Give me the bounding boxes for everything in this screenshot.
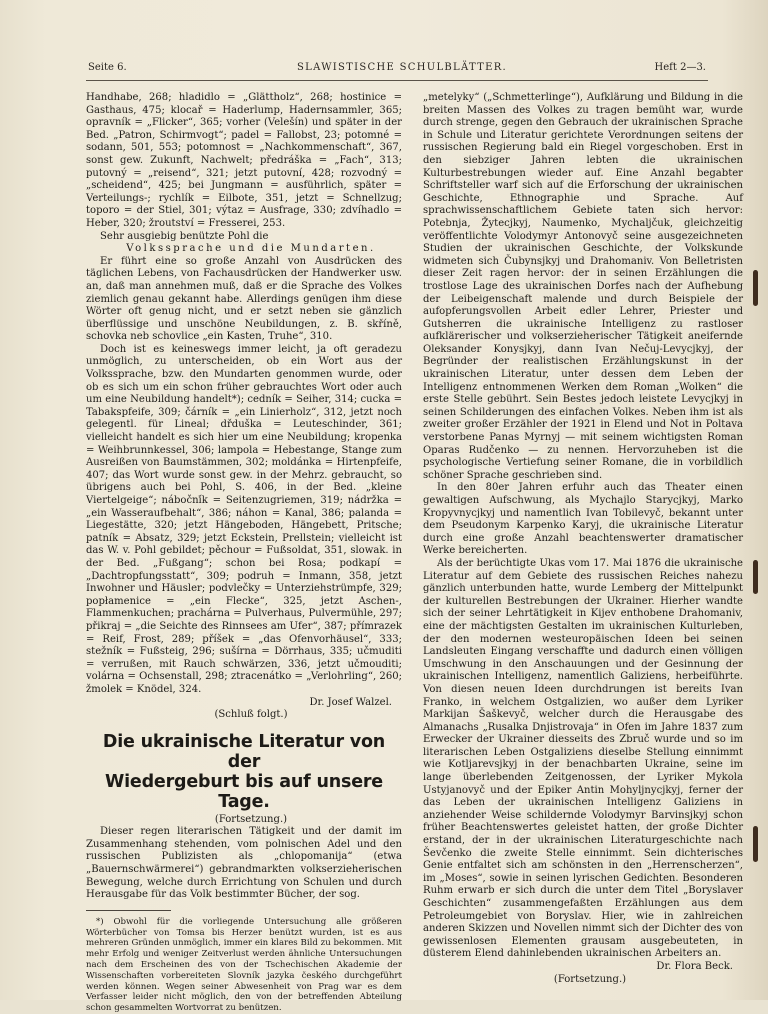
article-title — [86, 732, 402, 812]
continuation-note: (Fortsetzung.) — [553, 973, 627, 985]
paragraph: Er führt eine so große Anzahl von Ausdrücken des täglichen Lebens, von Fachausdrücken der Handwerker usw. an, daß man annehmen muß, daß er die Sprache des Volkes ziemlich genau gekannt habe. Allerdings genügen ihm diese Wörter oft genug nicht, und er setzt neben sie gänzlich überflüssige und unschöne Neubildungen, z. B. skříně, schovka neb schovlice „ein Kasten, Truhe“, 310. — [86, 255, 402, 343]
footnote-rule — [86, 910, 171, 911]
paragraph: Sehr ausgiebig benützte Pohl die — [100, 230, 269, 242]
continuation-note: (Schluß folgt.) — [214, 709, 288, 721]
author-signature: Dr. Josef Walzel. — [309, 696, 392, 708]
header-rule — [86, 80, 708, 81]
issue-number: Heft 2—3. — [654, 62, 706, 73]
author-signature: Dr. Flora Beck. — [656, 960, 733, 972]
running-header — [78, 62, 726, 76]
paragraph: Handhabe, 268; hladidlo = „Glättholz“, 268; hostinice = Gasthaus, 475; klocař = Haderlump, Hadernsammler, 365; opravník = „Flicker“, 365; vorher (Velešín) und später in der Bed. „Patron, Schirmvogt“; padel = Fallobst, 23; potomné = sodann, 501, 553; potomnost = „Nachkommenschaft“, 367, sonst gew. Zukunft, Nachwelt; předráška = „Fach“, 313; putovný = „reisend“, 321; jetzt putovní, 428; rozvodný = „scheidend“, 425; bei Jungmann = ausführlich, später = Verteilungs-; rychlík = Eilbote, 351, jetzt = Schnellzug; toporo = der Stiel, 301; výtaz = Ausfrage, 330; zdvíhadlo = Heber, 320; žroutství = Fresserei, 253. — [86, 92, 402, 229]
binding-thread — [753, 826, 758, 862]
article-subtitle: (Fortsetzung.) — [214, 813, 288, 825]
paragraph: Doch ist es keineswegs immer leicht, ja oft geradezu unmöglich, zu unterscheiden, ob ein Wort aus der Volkssprache, bzw. den Mundarten genommen wurde, oder ob es sich um ein schon früher gebrauchtes Wort oder auch um eine Neubildung handelt*); cedník = Seiher, 314; cucka = Tabakspfeife, 309; čárník = „ein Linierholz“, 312, jetzt noch gelegentl. für Lineal; dřduška = Leuteschinder, 361; vielleicht handelt es sich hier um eine Neubildung; kropenka = Weihbrunnkessel, 306; lampola = Hebestange, Stange zum Ausreißen von Baumstämmen, 302; moldánka = Hirtenpfeife, 407; das Wort wurde sonst gew. in der Mehrz. gebraucht, so übrigens auch bei Pohl, S. 406, in der Bed. „kleine Viertelgeige“; náboční̇k = Seitenzugriemen, 319; nádržka = „ein Wasseraufbehalt“, 386; náhon = Kanal, 386; palanda = Liegestätte, 320; jetzt Hängeboden, Hängebett, Pritsche; patník = Absatz, 329; jetzt Eckstein, Prellstein; vielleicht ist das W. v. Pohl gebildet; pěchour = Fußsoldat, 351, slowak. in der Bed. „Fußgang“; schon bei Rosa; podkapí = „Dachtropfungsstatt“, 309; podruh = Inmann, 358, jetzt Inwohner und Häusler; podvlečky = Unterziehstrümpfe, 329; popłamenice = „ein Flecke“, 325, jetzt Aschen-, Flammenkuchen; prachárna = Pulverhaus, Pulvermühle, 297; přikraj = „die Seichte des Rinnsees am Ufer“, 387; přímrazek = Reif, Frost, 289; příšek = „das Ofenvorhäusel“, 333; stežník = Fußsteig, 296; sušírna = Dörrhaus, 335; učmuditi = verrußen, mit Rauch schwärzen, 336, jetzt učmouditi; volárna = Ochsenstall, 298; ztracenátko = „Verlohrling“, 260; žmolek = Knödel, 324. — [86, 343, 402, 695]
footnote-text: *) Obwohl für die vorliegende Untersuchung alle größeren Wörterbücher von Tomsa bis Herzer benützt wurden, ist es aus mehreren Gründen unmöglich, immer ein klares Bild zu bekommen. Mit mehr Erfolg und weniger Zeitverlust werden ähnliche Untersuchungen nach dem Erscheinen des von der Tschechischen Akademie der Wissenschaften vorbereiteten Slovník jazyka českého durchgeführt werden können. Wegen seiner Abwesenheit von Prag war es dem Verfasser leider nicht möglich, den von der betreffenden Abteilung schon gesammelten Wortvorrat zu benützen. — [86, 916, 402, 1014]
right-column — [423, 92, 743, 986]
paragraph: „metelyky“ („Schmetterlinge“), Aufklärung und Bildung in die breiten Massen des Volkes zu tragen bemüht war, wurde durch strenge, gegen den Gebrauch der ukrainischen Sprache in Schule und Literatur gerichtete Verordnungen seitens der russischen Regierung bald ein Riegel vorgeschoben. Erst in den siebziger Jahren lebten die ukrainischen Kulturbestrebungen wieder auf. Eine Anzahl begabter Schriftsteller warf sich auf die Erforschung der ukrainischen Geschichte, Ethnographie und Sprache. Auf sprachwissenschaftlichem Gebiete taten sich hervor: Potebnja, Žytecjkyj, Naumenko, Mychaljčuk, gleichzeitig veröffentlichte Volodymyr Antonovyč seine ausgezeichneten Studien der ukrainischen Geschichte, der Volkskunde widmeten sich Čubynsjkyj und Drahomaniv. Von Belletristen dieser Zeit ragen hervor: der in seinen Erzählungen die trostlose Lage des ukrainischen Dorfes nach der Aufhebung der Leibeigenschaft malende und durch Beispiele der aufopferungsvollen Arbeit edler Lehrer, Priester und Gutsherren die ukrainische Intelligenz zu rastloser aufklärerischer und volkserzieherischer Tätigkeit aneifernde Oleksander Konysjkyj, dann Ivan Nečuj-Levycjkyj, der Begründer der realistischen Erzählungskunst in der ukrainischen Literatur, unter dessen dem Leben der Intelligenz entnommenen Werken dem Roman „Wolken“ die erste Stelle gebührt. Sein Bestes jedoch leistete Levycjkyj in seinen Schilderungen des einfachen Volkes. Neben ihm ist als zweiter großer Erzähler der 1921 in Elend und Not in Poltava verstorbene Panas Myrnyj — mit seinem wichtigsten Roman Oparas Rudčenko — zu nennen. Hervorzuheben ist die psychologische Vertiefung seiner Romane, die in vorbildlich schöner Sprache geschrieben sind. — [423, 92, 743, 481]
paragraph: Dieser regen literarischen Tätigkeit und der damit im Zusammenhang stehenden, vom polnischen Adel und den russischen Publizisten als „chlopomanija“ (etwa „Bauernschwärmerei“) gebrandmarkten volkserzieherischen Bewegung, welche durch Errichtung von Schulen und durch Herausgabe für das Volk bestimmter Bücher, der sog. — [86, 826, 402, 901]
left-column — [86, 92, 402, 1014]
article-title-line: Die ukrainische Literatur von der — [102, 731, 386, 772]
binding-thread — [753, 560, 758, 594]
section-heading: Volkssprache und die Mundarten. — [126, 243, 376, 255]
journal-title: SLAWISTISCHE SCHULBLÄTTER. — [297, 62, 507, 73]
article-title-line: Wiedergeburt bis auf unsere Tage. — [105, 771, 383, 812]
page-number: Seite 6. — [88, 62, 127, 73]
footnote — [86, 917, 402, 1014]
paragraph: In den 80er Jahren erfuhr auch das Theater einen gewaltigen Aufschwung, als Mychajlo Starycjkyj, Marko Kropyvnycjkyj und namentlich Ivan Tobilevyč, bekannt unter dem Pseudonym Karpenko Karyj, die ukrainische Literatur durch eine große Anzahl beachtenswerter dramatischer Werke bereicherten. — [423, 482, 743, 557]
paragraph: Als der berüchtigte Ukas vom 17. Mai 1876 die ukrainische Literatur auf dem Gebiete des russischen Reiches nahezu gänzlich unterbunden hatte, wurde Lemberg der Mittelpunkt der kulturellen Bestrebungen der Ukrainer. Hierher wandte sich der seiner Lehrtätigkeit in Kijev enthobene Drahomaniv, eine der mächtigsten Gestalten im ukrainischen Kulturleben, der den modernen westeuropäischen Ideen bei seinen Landsleuten Eingang verschaffte und dadurch einen völligen Umschwung in den Anschauungen und der Gesinnung der ukrainischen Intelligenz, namentlich Galiziens, herbeiführte. Von diesen neuen Ideen durchdrungen ist bereits Ivan Franko, in welchem Ostgalizien, wo außer dem Lyriker Markijan Šaškevyč, welcher durch die Herausgabe des Almanachs „Rusalka Dnjistrovaja“ in Ofen im Jahre 1837 zum Erwecker der Ukrainer diesseits des Zbruč wurde und so im literarischen Leben Ostgaliziens dieselbe Stellung einnimmt wie Kotljarevsjkyj in der benachbarten Ukraine, seine im lange überlebenden Zeitgenossen, der Lyriker Mykola Ustyjanovyč und der Epiker Antin Mohyljnycjkyj, ferner der das Leben der ukrainischen Intelligenz Galiziens in anziehender Weise schildernde Volodymyr Barvinsjkyj schon früher Beachtenswertes geleistet hatten, der große Dichter erstand, der in der ukrainischen Literaturgeschichte nach Ševčenko die zweite Stelle einnimmt. Sein dichterisches Genie entfaltet sich am schönsten in den „Herrenscherzen“, im „Moses“, sowie in seinen lyrischen Gedichten. Besonderen Ruhm erwarb er sich durch die unter dem Titel „Boryslaver Geschichten“ zusammengefaßten Erzählungen aus dem Petroleumgebiet von Boryslav. Hier, wie in zahlreichen anderen Skizzen und Novellen nimmt sich der Dichter des von gewissenlosen Elementen grausam ausgebeuteten, in düsterem Elend dahinlebenden ukrainischen Arbeiters an. — [423, 557, 743, 960]
binding-thread — [753, 270, 758, 306]
